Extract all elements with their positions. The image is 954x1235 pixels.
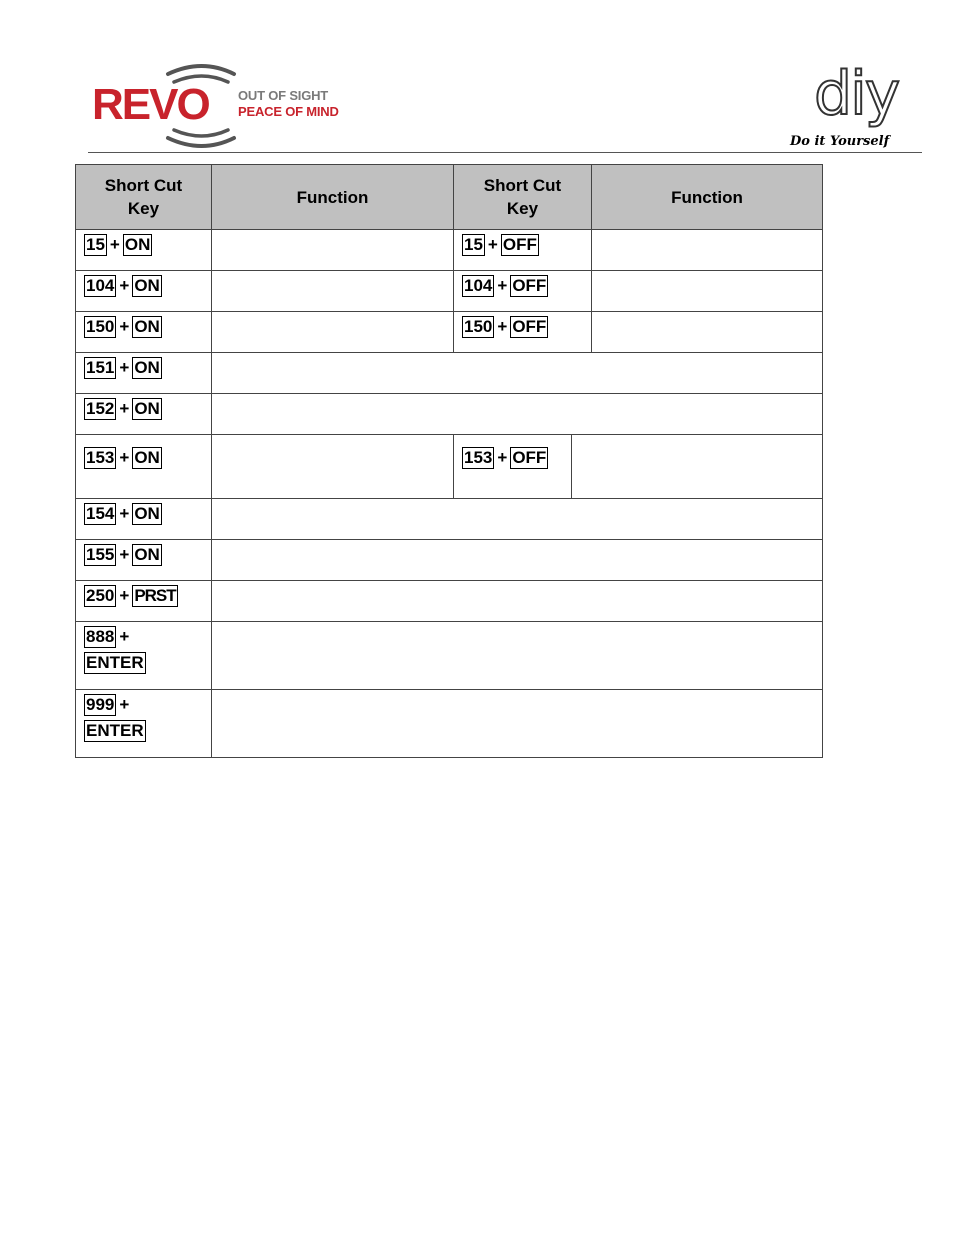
key-number: 104 bbox=[464, 276, 493, 295]
key-name: OFF bbox=[512, 317, 547, 336]
key-name: ON bbox=[134, 448, 160, 467]
shortcut-key-cell bbox=[454, 312, 592, 353]
function-cell bbox=[592, 271, 823, 312]
plus-sign: + bbox=[119, 448, 130, 467]
function-cell bbox=[212, 499, 823, 540]
shortcut-table bbox=[75, 164, 823, 758]
function-cell bbox=[212, 271, 454, 312]
key-name: ON bbox=[134, 504, 160, 523]
key-number: 153 bbox=[86, 448, 115, 467]
shortcut-key-cell bbox=[454, 230, 592, 271]
plus-sign: + bbox=[497, 276, 508, 295]
table-header-row bbox=[76, 165, 823, 230]
key-name: ON bbox=[134, 276, 160, 295]
table-row bbox=[76, 540, 823, 581]
revo-logo bbox=[88, 60, 358, 152]
plus-sign: + bbox=[119, 317, 130, 336]
header-short-cut-key-1 bbox=[76, 165, 212, 230]
shortcut-key-cell bbox=[76, 353, 212, 394]
shortcut-key-cell bbox=[76, 435, 212, 499]
shortcut-key-cell bbox=[76, 312, 212, 353]
function-cell bbox=[212, 540, 823, 581]
shortcut-key-cell bbox=[76, 394, 212, 435]
tagline-line-1: OUT OF SIGHT bbox=[238, 88, 329, 103]
table-row bbox=[76, 499, 823, 540]
key-number: 250 bbox=[86, 586, 115, 605]
plus-sign: + bbox=[119, 358, 130, 377]
revo-logo-mark bbox=[88, 60, 238, 152]
header-label-line-2: Key bbox=[506, 199, 539, 218]
plus-sign: + bbox=[119, 276, 130, 295]
diy-logo bbox=[790, 59, 930, 154]
function-cell bbox=[592, 312, 823, 353]
shortcut-key-cell bbox=[76, 581, 212, 622]
table-row bbox=[76, 271, 823, 312]
function-cell bbox=[212, 581, 823, 622]
function-cell bbox=[212, 230, 454, 271]
key-name: OFF bbox=[512, 448, 547, 467]
key-number: 150 bbox=[86, 317, 115, 336]
shortcut-key-cell bbox=[76, 499, 212, 540]
plus-sign: + bbox=[109, 235, 120, 254]
plus-sign: + bbox=[119, 399, 130, 418]
function-cell bbox=[212, 690, 823, 758]
key-number: 888 bbox=[86, 627, 115, 646]
function-cell bbox=[212, 394, 823, 435]
key-name: ENTER bbox=[86, 721, 144, 740]
header-label-line-1: Short Cut bbox=[104, 176, 183, 195]
table-row bbox=[76, 622, 823, 690]
key-name: OFF bbox=[512, 276, 547, 295]
key-number: 152 bbox=[86, 399, 115, 418]
table-row bbox=[76, 353, 823, 394]
key-name: ON bbox=[134, 545, 160, 564]
key-number: 15 bbox=[464, 235, 483, 254]
plus-sign: + bbox=[119, 627, 130, 646]
diy-slogan: Do it Yourself bbox=[790, 134, 890, 149]
key-number: 15 bbox=[86, 235, 105, 254]
shortcut-key-cell bbox=[76, 230, 212, 271]
plus-sign: + bbox=[119, 586, 130, 605]
key-number: 104 bbox=[86, 276, 115, 295]
plus-sign: + bbox=[497, 448, 508, 467]
plus-sign: + bbox=[487, 235, 498, 254]
table-row bbox=[76, 690, 823, 758]
key-number: 154 bbox=[86, 504, 115, 523]
plus-sign: + bbox=[119, 545, 130, 564]
function-cell bbox=[212, 435, 454, 499]
key-number: 155 bbox=[86, 545, 115, 564]
key-number: 151 bbox=[86, 358, 115, 377]
shortcut-key-cell bbox=[454, 271, 592, 312]
key-name: ON bbox=[134, 358, 160, 377]
key-number: 150 bbox=[464, 317, 493, 336]
key-name: ENTER bbox=[86, 653, 144, 672]
diy-logo-text: diy bbox=[814, 59, 899, 129]
header-label-line-1: Short Cut bbox=[483, 176, 562, 195]
function-cell bbox=[212, 312, 454, 353]
shortcut-key-cell bbox=[454, 435, 572, 499]
function-cell bbox=[212, 622, 823, 690]
key-number: 153 bbox=[464, 448, 493, 467]
table-row bbox=[76, 394, 823, 435]
tagline-line-2: PEACE OF MIND bbox=[238, 104, 339, 119]
table-row bbox=[76, 312, 823, 353]
header-function-1: Function bbox=[212, 165, 454, 230]
key-name: OFF bbox=[502, 235, 537, 254]
shortcut-key-cell bbox=[76, 690, 212, 758]
header-function-2: Function bbox=[592, 165, 823, 230]
table-row bbox=[76, 435, 823, 499]
shortcut-key-cell bbox=[76, 622, 212, 690]
key-name: ON bbox=[134, 317, 160, 336]
header-divider bbox=[88, 152, 922, 153]
plus-sign: + bbox=[119, 504, 130, 523]
function-cell bbox=[572, 435, 823, 499]
key-name: ON bbox=[134, 399, 160, 418]
table-row bbox=[76, 230, 823, 271]
function-cell bbox=[592, 230, 823, 271]
plus-sign: + bbox=[497, 317, 508, 336]
table-row bbox=[76, 581, 823, 622]
key-name: ON bbox=[124, 235, 151, 254]
key-name: PRST bbox=[134, 586, 176, 605]
header-label-line-2: Key bbox=[127, 199, 160, 218]
header-short-cut-key-2 bbox=[454, 165, 592, 230]
revo-brand-text: REVO bbox=[92, 80, 209, 129]
function-cell bbox=[212, 353, 823, 394]
shortcut-key-cell bbox=[76, 540, 212, 581]
plus-sign: + bbox=[119, 695, 130, 714]
key-number: 999 bbox=[86, 695, 115, 714]
shortcut-key-cell bbox=[76, 271, 212, 312]
